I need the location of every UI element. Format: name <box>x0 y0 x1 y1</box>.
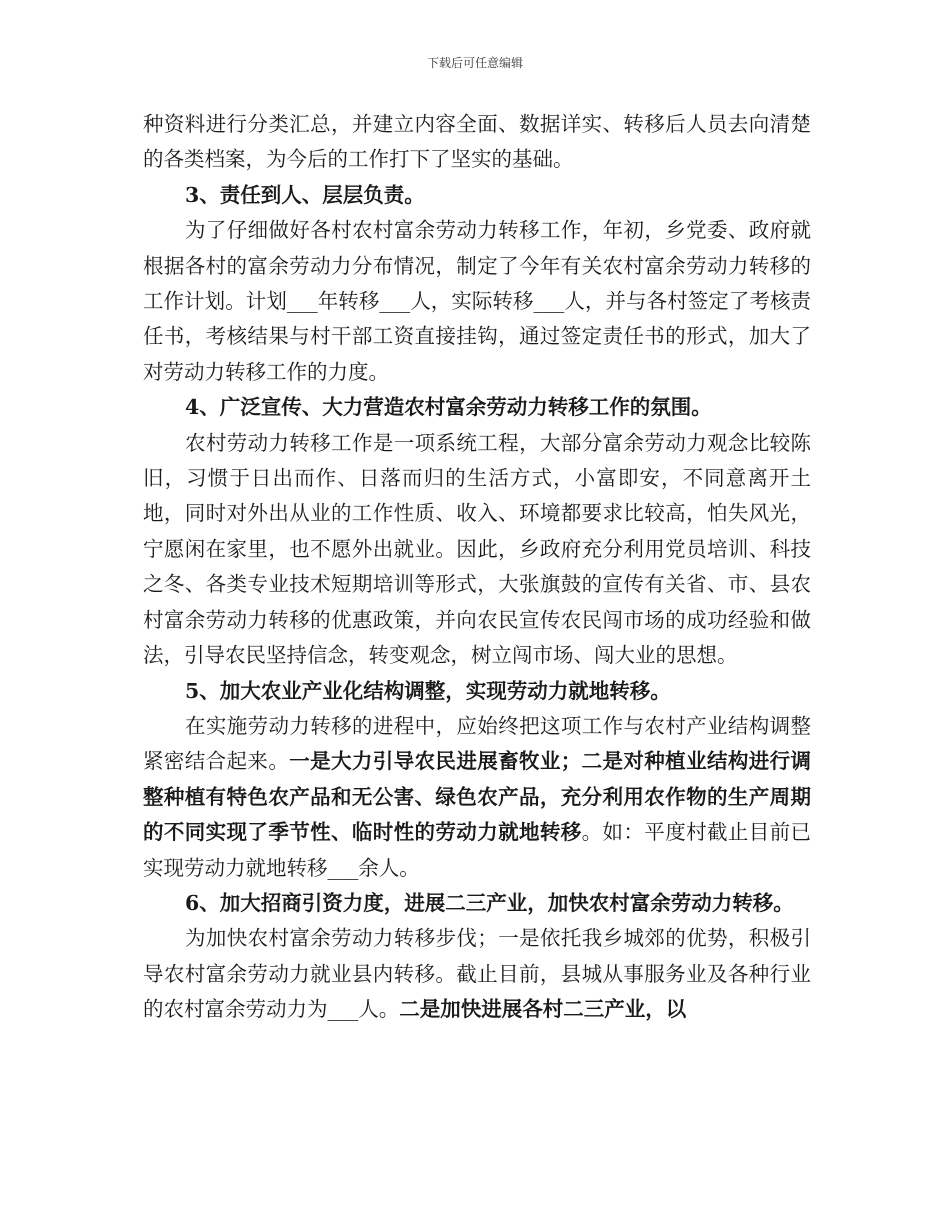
paragraph-section-5 <box>143 709 811 886</box>
paragraph-text: 。如：平度村截止目前已实现劳动力就地转移___余人。 <box>143 820 812 880</box>
section-heading-6: 6、加大招商引资力度，进展二三产业，加快农村富余劳动力转移。 <box>185 890 794 915</box>
page-header: 下载后可任意编辑 <box>426 56 523 70</box>
bold-text: 一是大力引导农民进展畜牧业；二是对种植业结构进行调整种植有特色农产品和无公害、绿色农产品，充分利用农作物的生产周期的不同实现了季节性、临时性的劳动力就地转移 <box>143 749 812 845</box>
paragraph-text: 在实施劳动力转移的进程中，应始终把这项工作与农村产业结构调整紧密结合起来。 <box>143 713 811 774</box>
paragraph-section-4: 农村劳动力转移工作是一项系统工程，大部分富余劳动力观念比较陈旧，习惯于日出而作、日落而归的生活方式，小富即安，不同意离开土地，同时对外出从业的工作性质、收入、环境都要求比较高，怕失风光，宁愿闲在家里，也不愿外出就业。因此，乡政府充分利用党员培训、科技之冬、各类专业技术短期培训等形式，大张旗鼓的宣传有关省、市、县农村富余劳动力转移的优惠政策，并向农民宣传农民闯市场的成功经验和做法，引导农民坚持信念，转变观念，树立闯市场、闯大业的思想。 <box>143 430 811 668</box>
section-heading-5: 5、加大农业产业化结构调整，实现劳动力就地转移。 <box>185 678 671 703</box>
paragraph-text: 为加快农村富余劳动力转移步伐；一是依托我乡城郊的优势，积极引导农村富余劳动力就业县内转移。截止目前，县城从事服务业及各种行业的农村富余劳动力为___人。 <box>143 926 811 1022</box>
paragraph-section-6 <box>143 921 811 1027</box>
paragraph-continuation: 种资料进行分类汇总，并建立内容全面、数据详实、转移后人员去向清楚的各类档案，为今后的工作打下了坚实的基础。 <box>143 112 811 172</box>
document-body <box>143 107 811 1028</box>
paragraph-section-3: 为了仔细做好各村农村富余劳动力转移工作，年初，乡党委、政府就根据各村的富余劳动力分布情况，制定了今年有关农村富余劳动力转移的工作计划。计划___年转移___人，实际转移___人，并与各村签定了考核责任书，考核结果与村干部工资直接挂钩，通过签定责任书的形式，加大了对劳动力转移工作的力度。 <box>143 218 811 384</box>
section-heading-3: 3、责任到人、层层负责。 <box>185 182 425 207</box>
section-heading-4: 4、广泛宣传、大力营造农村富余劳动力转移工作的氛围。 <box>185 395 712 420</box>
bold-text: 二是加快进展各村二三产业，以 <box>399 997 687 1022</box>
